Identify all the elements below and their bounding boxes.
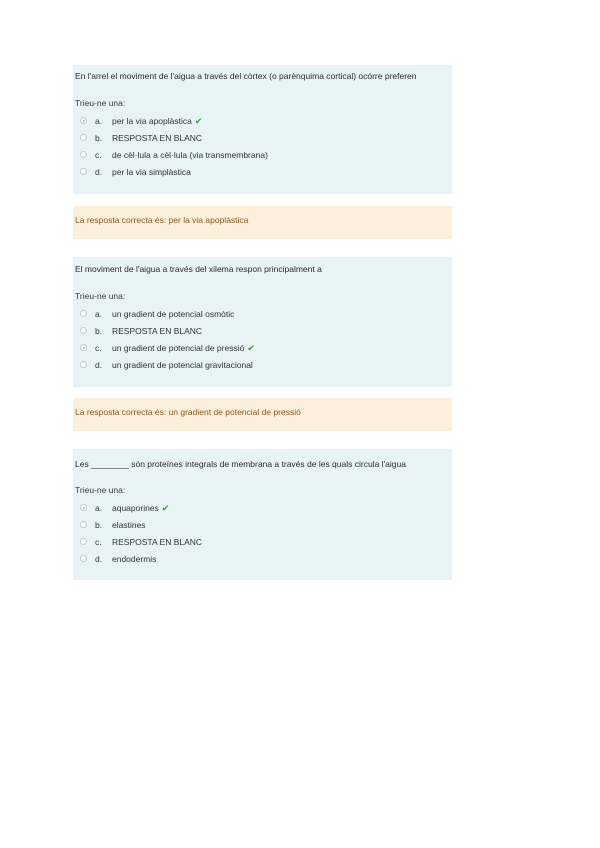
option-text: un gradient de potencial osmòtic <box>112 309 235 319</box>
answer-option[interactable] <box>75 534 452 551</box>
answer-option[interactable] <box>75 306 452 323</box>
option-letter: a. <box>95 503 103 513</box>
radio-button[interactable] <box>80 327 87 334</box>
answer-option[interactable] <box>75 113 452 130</box>
option-text: elastines <box>112 520 146 530</box>
option-text: un gradient de potencial de pressió <box>112 343 245 353</box>
radio-button[interactable] <box>80 538 87 545</box>
radio-selected[interactable] <box>80 117 87 124</box>
feedback-text: La resposta correcta és: un gradient de potencial de pressió <box>75 407 301 417</box>
option-text: RESPOSTA EN BLANC <box>112 133 203 143</box>
option-text: RESPOSTA EN BLANC <box>112 326 203 336</box>
option-letter: c. <box>95 150 102 160</box>
option-text: endodermis <box>112 554 157 564</box>
option-text: aquaporines <box>112 503 159 513</box>
answer-option[interactable] <box>75 340 452 357</box>
option-letter: b. <box>95 326 103 336</box>
option-letter: d. <box>95 360 103 370</box>
radio-selected[interactable] <box>80 344 87 351</box>
option-letter: d. <box>95 554 103 564</box>
answer-prompt: Trieu-ne una: <box>75 485 126 495</box>
check-icon: ✔ <box>194 116 203 126</box>
check-icon: ✔ <box>161 503 170 513</box>
correct-answer-feedback <box>73 206 452 239</box>
option-letter: a. <box>95 116 103 126</box>
answer-option[interactable] <box>75 357 452 374</box>
question-box <box>73 449 452 580</box>
question-box <box>73 257 452 387</box>
option-letter: b. <box>95 133 103 143</box>
answer-prompt: Trieu-ne una: <box>75 98 126 108</box>
check-icon: ✔ <box>247 343 255 353</box>
radio-selected[interactable] <box>80 504 87 511</box>
option-text: RESPOSTA EN BLANC <box>112 537 203 547</box>
option-letter: c. <box>95 343 102 353</box>
answer-option[interactable] <box>75 323 452 340</box>
answer-option[interactable] <box>75 130 452 147</box>
radio-button[interactable] <box>80 134 87 141</box>
question-box <box>73 65 452 194</box>
option-letter: c. <box>95 537 102 547</box>
answer-option[interactable] <box>75 551 452 568</box>
answer-prompt: Trieu-ne una: <box>75 291 126 301</box>
option-text: per la via apoplàstica <box>112 116 192 126</box>
radio-button[interactable] <box>80 361 87 368</box>
option-letter: b. <box>95 520 103 530</box>
question-text: Les ________ són proteïnes integrals de membrana a través de les quals circula l'aigua <box>75 459 406 469</box>
option-text: per la via simplàstica <box>112 167 191 177</box>
option-text: un gradient de potencial gravitacional <box>112 360 253 370</box>
radio-button[interactable] <box>80 521 87 528</box>
answer-option[interactable] <box>75 164 452 181</box>
question-text: En l'arrel el moviment de l'aigua a través del còrtex (o parènquima cortical) ocórre preferen <box>75 71 417 81</box>
radio-button[interactable] <box>80 168 87 175</box>
answer-option[interactable] <box>75 517 452 534</box>
feedback-text: La resposta correcta és: per la via apoplàstica <box>75 215 249 225</box>
correct-answer-feedback <box>73 398 452 431</box>
option-letter: a. <box>95 309 103 319</box>
answer-option[interactable] <box>75 500 452 517</box>
radio-button[interactable] <box>80 555 87 562</box>
answer-option[interactable] <box>75 147 452 164</box>
radio-button[interactable] <box>80 151 87 158</box>
radio-button[interactable] <box>80 310 87 317</box>
question-text: El moviment de l'aigua a través del xilema respon principalment a <box>75 264 322 274</box>
option-text: de cèl·lula a cèl·lula (via transmembrana) <box>112 150 268 160</box>
option-letter: d. <box>95 167 103 177</box>
